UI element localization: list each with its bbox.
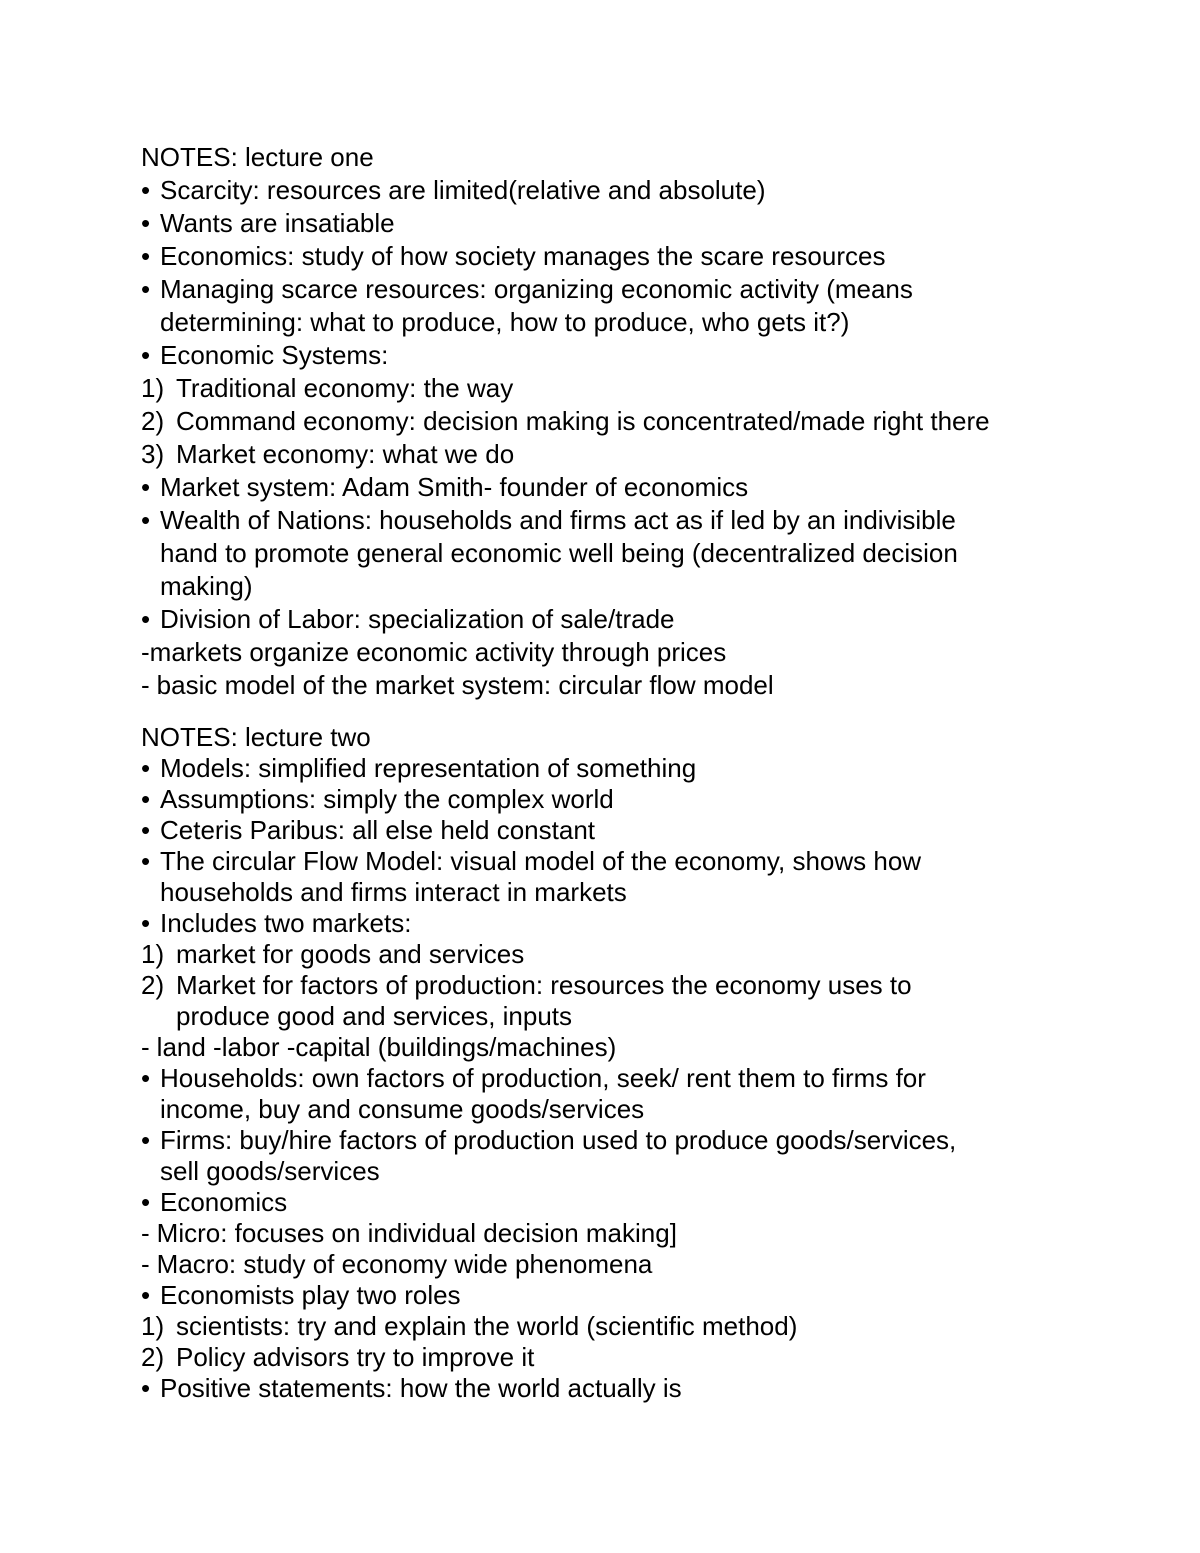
- bullet-text: The circular Flow Model: visual model of the economy, shows how: [160, 846, 922, 876]
- dash-text: Macro: study of economy wide phenomena: [156, 1249, 653, 1279]
- bullet-item: [141, 240, 1141, 273]
- numbered-text: Market for factors of production: resources the economy uses to: [176, 970, 912, 1000]
- dash-item: [141, 1032, 1141, 1063]
- dash-marker: -: [141, 670, 150, 700]
- numbered-item: [141, 1311, 1141, 1342]
- bullet-item: [141, 207, 1141, 240]
- bullet-marker: •: [141, 604, 151, 634]
- bullet-text: Managing scarce resources: organizing economic activity (means: [160, 274, 913, 304]
- numbered-text: Traditional economy: the way: [176, 373, 514, 403]
- bullet-text: Ceteris Paribus: all else held constant: [160, 815, 596, 845]
- continuation-line: determining: what to produce, how to produce, who gets it?): [160, 307, 850, 337]
- bullet-item: [141, 1187, 1141, 1218]
- dash-text: Micro: focuses on individual decision making]: [156, 1218, 677, 1248]
- dash-marker: -: [141, 1218, 150, 1248]
- bullet-text: Wealth of Nations: households and firms act as if led by an indivisible: [160, 505, 956, 535]
- bullet-item: [141, 273, 1141, 306]
- dash-item: [141, 1218, 1141, 1249]
- continuation-line: households and firms interact in markets: [160, 877, 627, 907]
- continuation-line: sell goods/services: [160, 1156, 380, 1186]
- continuation-line: income, buy and consume goods/services: [160, 1094, 645, 1124]
- continuation-line: making): [160, 571, 253, 601]
- bullet-marker: •: [141, 1373, 151, 1403]
- bullet-item: [141, 908, 1141, 939]
- dash-item: [141, 1249, 1141, 1280]
- lecture-one-notes: [141, 141, 1141, 702]
- bullet-item: [141, 603, 1141, 636]
- dash-text: land -labor -capital (buildings/machines): [156, 1032, 617, 1062]
- bullet-text: Economic Systems:: [160, 340, 389, 370]
- bullet-item: [141, 471, 1141, 504]
- bullet-text: Wants are insatiable: [160, 208, 395, 238]
- dash-text: basic model of the market system: circular flow model: [156, 670, 774, 700]
- bullet-marker: •: [141, 1063, 151, 1093]
- bullet-item: [141, 846, 1141, 877]
- numbered-item: [141, 970, 1141, 1001]
- bullet-marker: •: [141, 1125, 151, 1155]
- number-marker: 2): [141, 970, 165, 1000]
- bullet-marker: •: [141, 784, 151, 814]
- numbered-item: [141, 939, 1141, 970]
- bullet-item: [141, 753, 1141, 784]
- continuation-line: produce good and services, inputs: [176, 1001, 573, 1031]
- bullet-item: [141, 1373, 1141, 1404]
- number-marker: 1): [141, 373, 165, 403]
- bullet-item: [141, 174, 1141, 207]
- bullet-item: [141, 784, 1141, 815]
- numbered-item: [141, 1342, 1141, 1373]
- bullet-marker: •: [141, 753, 151, 783]
- bullet-marker: •: [141, 505, 151, 535]
- bullet-item: [141, 1063, 1141, 1094]
- bullet-marker: •: [141, 472, 151, 502]
- dash-line: -markets organize economic activity through prices: [141, 637, 727, 667]
- numbered-text: scientists: try and explain the world (scientific method): [176, 1311, 798, 1341]
- lecture-two-title: NOTES: lecture two: [141, 722, 371, 752]
- bullet-text: Households: own factors of production, seek/ rent them to firms for: [160, 1063, 926, 1093]
- bullet-text: Economics: [160, 1187, 288, 1217]
- numbered-text: market for goods and services: [176, 939, 525, 969]
- bullet-marker: •: [141, 175, 151, 205]
- bullet-text: Models: simplified representation of something: [160, 753, 697, 783]
- bullet-text: Assumptions: simply the complex world: [160, 784, 614, 814]
- bullet-text: Division of Labor: specialization of sale/trade: [160, 604, 675, 634]
- lecture-one-title: NOTES: lecture one: [141, 142, 374, 172]
- bullet-text: Economics: study of how society manages the scare resources: [160, 241, 886, 271]
- bullet-text: Scarcity: resources are limited(relative and absolute): [160, 175, 766, 205]
- continuation-line: hand to promote general economic well being (decentralized decision: [160, 538, 958, 568]
- numbered-item: [141, 405, 1141, 438]
- bullet-text: Firms: buy/hire factors of production used to produce goods/services,: [160, 1125, 957, 1155]
- lecture-two-notes: [141, 722, 1141, 1404]
- number-marker: 2): [141, 406, 165, 436]
- bullet-marker: •: [141, 1187, 151, 1217]
- dash-marker: -: [141, 1249, 150, 1279]
- numbered-text: Command economy: decision making is concentrated/made right there: [176, 406, 990, 436]
- bullet-item: [141, 1280, 1141, 1311]
- bullet-item: [141, 504, 1141, 537]
- bullet-text: Economists play two roles: [160, 1280, 461, 1310]
- bullet-item: [141, 339, 1141, 372]
- bullet-text: Market system: Adam Smith- founder of economics: [160, 472, 749, 502]
- bullet-marker: •: [141, 846, 151, 876]
- bullet-marker: •: [141, 274, 151, 304]
- bullet-text: Positive statements: how the world actually is: [160, 1373, 682, 1403]
- bullet-text: Includes two markets:: [160, 908, 412, 938]
- number-marker: 3): [141, 439, 165, 469]
- bullet-marker: •: [141, 241, 151, 271]
- number-marker: 1): [141, 939, 165, 969]
- bullet-item: [141, 1125, 1141, 1156]
- bullet-marker: •: [141, 340, 151, 370]
- numbered-text: Policy advisors try to improve it: [176, 1342, 535, 1372]
- number-marker: 1): [141, 1311, 165, 1341]
- dash-item: [141, 669, 1141, 702]
- dash-marker: -: [141, 1032, 150, 1062]
- numbered-item: [141, 372, 1141, 405]
- bullet-marker: •: [141, 815, 151, 845]
- numbered-text: Market economy: what we do: [176, 439, 515, 469]
- number-marker: 2): [141, 1342, 165, 1372]
- bullet-marker: •: [141, 908, 151, 938]
- bullet-marker: •: [141, 1280, 151, 1310]
- bullet-marker: •: [141, 208, 151, 238]
- numbered-item: [141, 438, 1141, 471]
- bullet-item: [141, 815, 1141, 846]
